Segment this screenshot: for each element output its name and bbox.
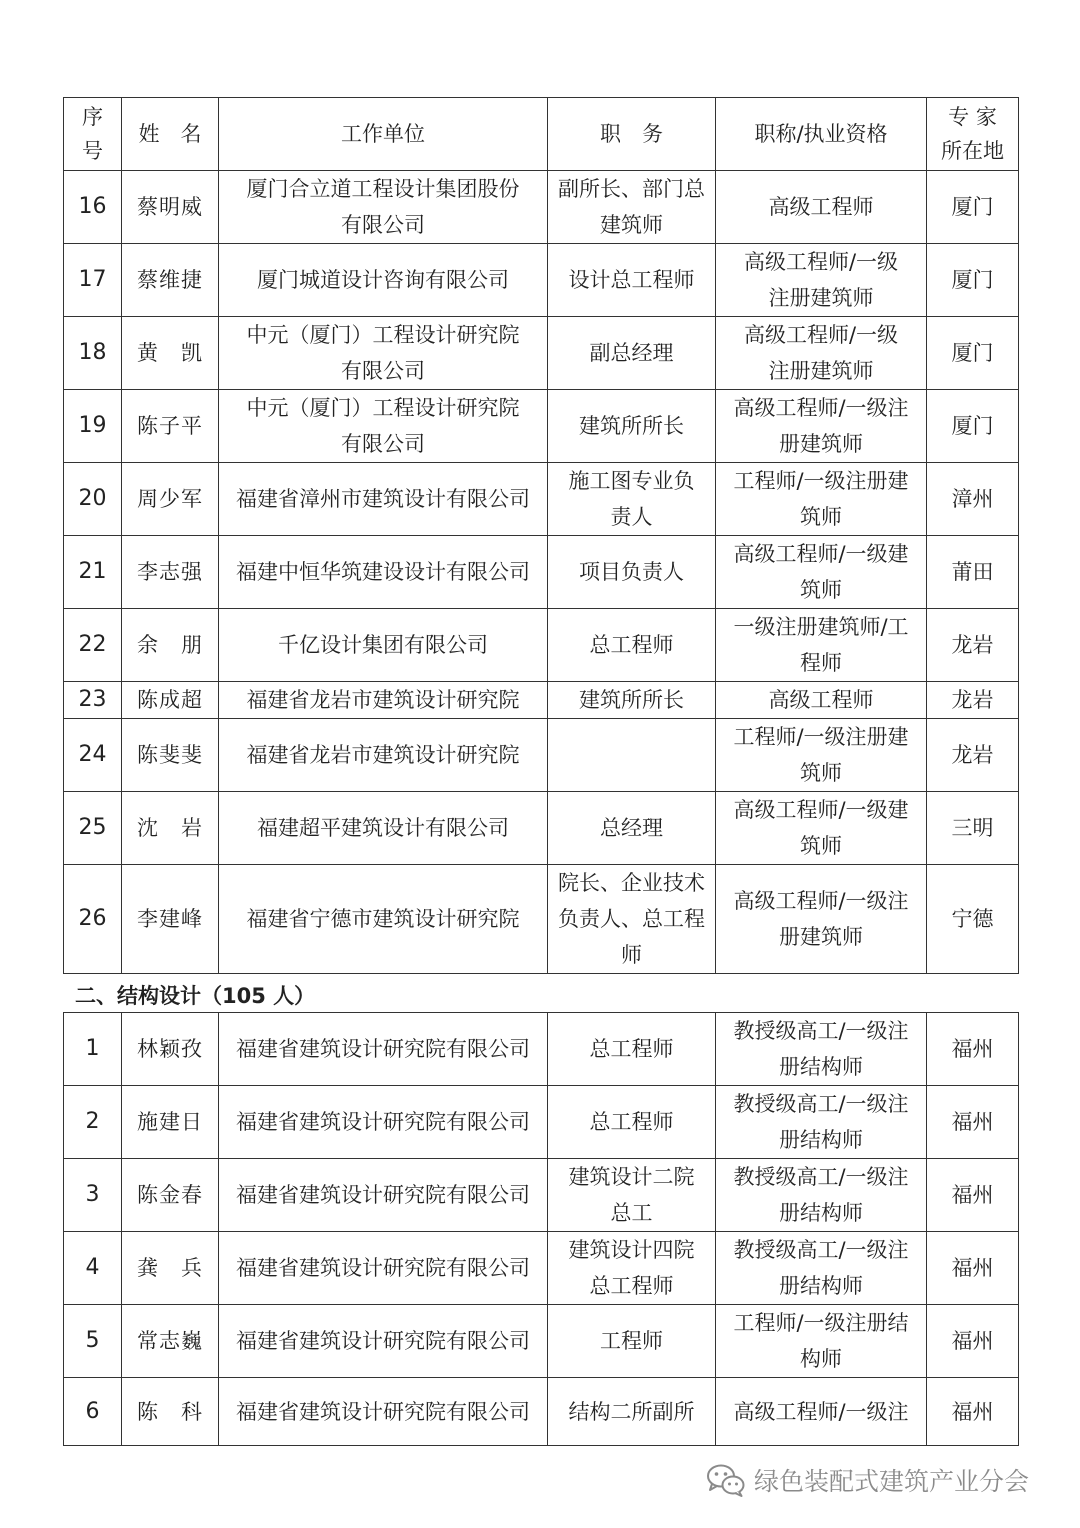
seq-cell: 3	[64, 1159, 122, 1232]
workplace-cell: 厦门城道设计咨询有限公司	[219, 244, 548, 317]
title-cell: 教授级高工/一级注 册结构师	[716, 1086, 927, 1159]
title-cell: 高级工程师/一级注	[716, 1378, 927, 1446]
expert-table-architecture	[63, 97, 1019, 974]
name-cell: 沈 岩	[122, 792, 219, 865]
location-cell: 厦门	[927, 390, 1019, 463]
seq-cell: 18	[64, 317, 122, 390]
table-row	[64, 1159, 1019, 1232]
workplace-cell: 福建省宁德市建筑设计研究院	[219, 865, 548, 974]
position-cell: 结构二所副所	[548, 1378, 716, 1446]
location-cell: 厦门	[927, 171, 1019, 244]
seq-cell: 1	[64, 1013, 122, 1086]
title-cell: 工程师/一级注册结 构师	[716, 1305, 927, 1378]
location-cell: 龙岩	[927, 682, 1019, 719]
header-location: 专 家 所在地	[927, 98, 1019, 171]
name-cell: 李建峰	[122, 865, 219, 974]
workplace-cell: 福建省建筑设计研究院有限公司	[219, 1232, 548, 1305]
seq-cell: 6	[64, 1378, 122, 1446]
expert-table-structure	[63, 1012, 1019, 1446]
name-cell: 陈 科	[122, 1378, 219, 1446]
title-cell: 高级工程师/一级建 筑师	[716, 536, 927, 609]
table-row	[64, 1013, 1019, 1086]
workplace-cell: 厦门合立道工程设计集团股份 有限公司	[219, 171, 548, 244]
table-row	[64, 1378, 1019, 1446]
workplace-cell: 中元（厦门）工程设计研究院 有限公司	[219, 390, 548, 463]
title-cell: 教授级高工/一级注 册结构师	[716, 1232, 927, 1305]
workplace-cell: 福建省龙岩市建筑设计研究院	[219, 719, 548, 792]
name-cell: 施建日	[122, 1086, 219, 1159]
seq-cell: 4	[64, 1232, 122, 1305]
location-cell: 莆田	[927, 536, 1019, 609]
location-cell: 龙岩	[927, 719, 1019, 792]
workplace-cell: 福建中恒华筑建设设计有限公司	[219, 536, 548, 609]
name-cell: 陈斐斐	[122, 719, 219, 792]
name-cell: 蔡维捷	[122, 244, 219, 317]
location-cell: 三明	[927, 792, 1019, 865]
table-row	[64, 244, 1019, 317]
table-row	[64, 719, 1019, 792]
header-position: 职 务	[548, 98, 716, 171]
workplace-cell: 福建超平建筑设计有限公司	[219, 792, 548, 865]
title-cell: 高级工程师/一级注 册建筑师	[716, 390, 927, 463]
position-cell: 副所长、部门总 建筑师	[548, 171, 716, 244]
seq-cell: 17	[64, 244, 122, 317]
name-cell: 林颖孜	[122, 1013, 219, 1086]
seq-cell: 22	[64, 609, 122, 682]
workplace-cell: 福建省建筑设计研究院有限公司	[219, 1013, 548, 1086]
title-cell: 工程师/一级注册建 筑师	[716, 463, 927, 536]
workplace-cell: 福建省漳州市建筑设计有限公司	[219, 463, 548, 536]
title-cell: 高级工程师/一级 注册建筑师	[716, 317, 927, 390]
name-cell: 陈金春	[122, 1159, 219, 1232]
table-row	[64, 390, 1019, 463]
name-cell: 陈子平	[122, 390, 219, 463]
seq-cell: 21	[64, 536, 122, 609]
location-cell: 厦门	[927, 244, 1019, 317]
position-cell: 总经理	[548, 792, 716, 865]
location-cell: 福州	[927, 1013, 1019, 1086]
position-cell: 工程师	[548, 1305, 716, 1378]
table-row	[64, 682, 1019, 719]
table2-body	[64, 1013, 1019, 1446]
location-cell: 福州	[927, 1378, 1019, 1446]
seq-cell: 5	[64, 1305, 122, 1378]
seq-cell: 24	[64, 719, 122, 792]
name-cell: 龚 兵	[122, 1232, 219, 1305]
title-cell: 高级工程师	[716, 171, 927, 244]
table-row	[64, 536, 1019, 609]
table-row	[64, 865, 1019, 974]
workplace-cell: 中元（厦门）工程设计研究院 有限公司	[219, 317, 548, 390]
seq-cell: 16	[64, 171, 122, 244]
name-cell: 黄 凯	[122, 317, 219, 390]
workplace-cell: 福建省建筑设计研究院有限公司	[219, 1305, 548, 1378]
table-row	[64, 1232, 1019, 1305]
position-cell: 院长、企业技术 负责人、总工程 师	[548, 865, 716, 974]
title-cell: 教授级高工/一级注 册结构师	[716, 1159, 927, 1232]
name-cell: 蔡明威	[122, 171, 219, 244]
location-cell: 福州	[927, 1232, 1019, 1305]
title-cell: 高级工程师/一级 注册建筑师	[716, 244, 927, 317]
title-cell: 一级注册建筑师/工 程师	[716, 609, 927, 682]
position-cell: 总工程师	[548, 1013, 716, 1086]
table-header-row	[64, 98, 1019, 171]
wechat-icon	[706, 1463, 746, 1497]
position-cell: 施工图专业负 责人	[548, 463, 716, 536]
position-cell: 设计总工程师	[548, 244, 716, 317]
position-cell: 建筑设计四院 总工程师	[548, 1232, 716, 1305]
section-title: 二、结构设计（105 人）	[75, 984, 316, 1008]
location-cell: 漳州	[927, 463, 1019, 536]
title-cell: 高级工程师	[716, 682, 927, 719]
position-cell: 建筑所所长	[548, 390, 716, 463]
seq-cell: 23	[64, 682, 122, 719]
seq-cell: 19	[64, 390, 122, 463]
watermark-text: 绿色装配式建筑产业分会	[754, 1467, 1030, 1496]
table-row	[64, 1086, 1019, 1159]
workplace-cell: 福建省建筑设计研究院有限公司	[219, 1159, 548, 1232]
header-title: 职称/执业资格	[716, 98, 927, 171]
table-row	[64, 1305, 1019, 1378]
title-cell: 高级工程师/一级建 筑师	[716, 792, 927, 865]
workplace-cell: 千亿设计集团有限公司	[219, 609, 548, 682]
seq-cell: 20	[64, 463, 122, 536]
position-cell: 总工程师	[548, 609, 716, 682]
seq-cell: 26	[64, 865, 122, 974]
position-cell: 建筑所所长	[548, 682, 716, 719]
location-cell: 厦门	[927, 317, 1019, 390]
position-cell: 总工程师	[548, 1086, 716, 1159]
header-name: 姓 名	[122, 98, 219, 171]
location-cell: 龙岩	[927, 609, 1019, 682]
table-row	[64, 792, 1019, 865]
title-cell: 教授级高工/一级注 册结构师	[716, 1013, 927, 1086]
header-workplace: 工作单位	[219, 98, 548, 171]
workplace-cell: 福建省建筑设计研究院有限公司	[219, 1378, 548, 1446]
table-row	[64, 171, 1019, 244]
position-cell: 建筑设计二院 总工	[548, 1159, 716, 1232]
position-cell: 项目负责人	[548, 536, 716, 609]
name-cell: 陈成超	[122, 682, 219, 719]
title-cell: 高级工程师/一级注 册建筑师	[716, 865, 927, 974]
seq-cell: 25	[64, 792, 122, 865]
table1-body	[64, 171, 1019, 974]
name-cell: 李志强	[122, 536, 219, 609]
workplace-cell: 福建省建筑设计研究院有限公司	[219, 1086, 548, 1159]
table-row	[64, 317, 1019, 390]
table-row	[64, 463, 1019, 536]
location-cell: 福州	[927, 1086, 1019, 1159]
position-cell	[548, 719, 716, 792]
location-cell: 福州	[927, 1305, 1019, 1378]
location-cell: 宁德	[927, 865, 1019, 974]
name-cell: 余 朋	[122, 609, 219, 682]
location-cell: 福州	[927, 1159, 1019, 1232]
title-cell: 工程师/一级注册建 筑师	[716, 719, 927, 792]
seq-cell: 2	[64, 1086, 122, 1159]
workplace-cell: 福建省龙岩市建筑设计研究院	[219, 682, 548, 719]
header-seq: 序号	[64, 98, 122, 171]
watermark	[706, 1458, 1029, 1502]
table-row	[64, 609, 1019, 682]
name-cell: 常志巍	[122, 1305, 219, 1378]
position-cell: 副总经理	[548, 317, 716, 390]
name-cell: 周少军	[122, 463, 219, 536]
